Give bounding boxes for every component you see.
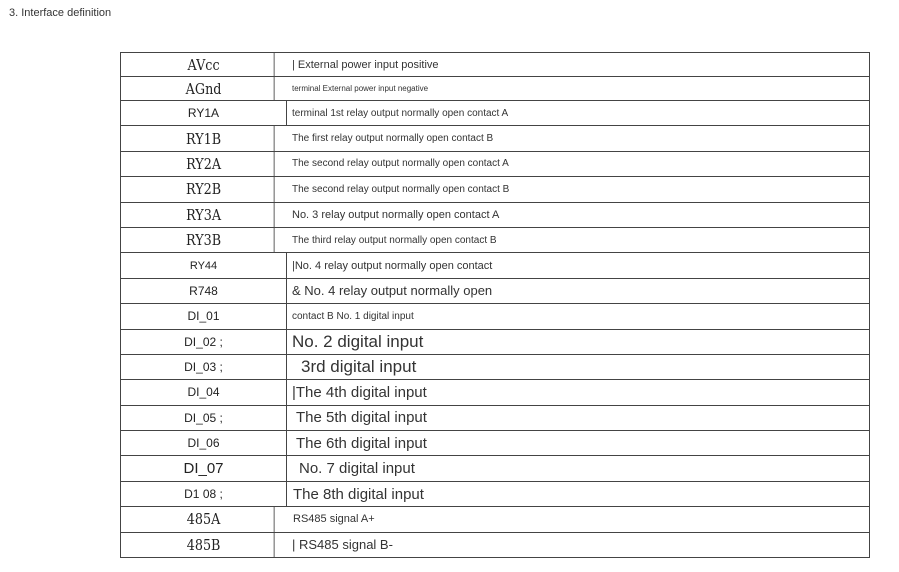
pin-name: DI_03 ;	[121, 355, 287, 379]
pin-description: | RS485 signal B-	[287, 533, 870, 557]
table-row	[121, 152, 870, 177]
pin-description: & No. 4 relay output normally open	[287, 279, 870, 303]
pin-name: R748	[121, 279, 287, 303]
pin-description: The second relay output normally open contact A	[287, 152, 870, 176]
pin-name: 485A	[133, 507, 274, 531]
pin-name: AGnd	[133, 77, 274, 100]
pin-name: DI_06	[121, 431, 287, 455]
table-row	[121, 456, 870, 481]
pin-description: terminal 1st relay output normally open contact A	[287, 101, 870, 125]
pin-description: The 6th digital input	[287, 431, 870, 455]
table-row	[121, 533, 870, 558]
pin-description: The 8th digital input	[287, 482, 870, 506]
pin-description: contact B No. 1 digital input	[287, 304, 870, 328]
pin-name: DI_07	[121, 456, 287, 480]
table-row	[121, 482, 870, 507]
pin-description: | External power input positive	[287, 53, 870, 76]
pin-name: RY2A	[133, 152, 274, 176]
table-row	[121, 355, 870, 380]
table-row	[121, 203, 870, 228]
pin-description: No. 2 digital input	[287, 330, 870, 354]
pin-name: 485B	[133, 533, 274, 557]
table-row	[121, 177, 870, 202]
pin-description: No. 7 digital input	[287, 456, 870, 480]
pin-name: RY3A	[133, 203, 274, 227]
pin-name: RY1A	[121, 101, 287, 125]
pin-name: RY3B	[133, 228, 274, 252]
table-row	[121, 126, 870, 151]
table-row	[121, 507, 870, 532]
table-row	[121, 77, 870, 101]
table-row	[121, 304, 870, 329]
pin-description: The second relay output normally open contact B	[287, 177, 870, 201]
pin-name: AVcc	[133, 53, 274, 76]
pin-description: |The 4th digital input	[287, 380, 870, 404]
table-row	[121, 279, 870, 304]
pin-description: |No. 4 relay output normally open contact	[287, 253, 870, 277]
pin-name: RY1B	[133, 126, 274, 150]
section-heading: 3. Interface definition	[9, 7, 112, 19]
pin-name: RY2B	[133, 177, 274, 201]
pin-description: 3rd digital input	[287, 355, 870, 379]
table-row	[121, 53, 870, 77]
table-row	[121, 431, 870, 456]
table-row	[121, 330, 870, 355]
pin-name: DI_02 ;	[121, 330, 287, 354]
table-row	[121, 406, 870, 431]
pin-name: DI_04	[121, 380, 287, 404]
pin-name: DI_05 ;	[121, 406, 287, 430]
pin-name: DI_01	[121, 304, 287, 328]
pin-description: The first relay output normally open contact B	[287, 126, 870, 150]
pin-description: The 5th digital input	[287, 406, 870, 430]
pin-description: terminal External power input negative	[287, 77, 870, 100]
pin-name: D1 08 ;	[121, 482, 287, 506]
table-row	[121, 101, 870, 126]
table-row	[121, 380, 870, 405]
pin-description: No. 3 relay output normally open contact A	[287, 203, 870, 227]
pin-name: RY44	[121, 253, 287, 277]
table-row	[121, 228, 870, 253]
interface-definition-table	[120, 52, 870, 558]
table-row	[121, 253, 870, 278]
pin-description: RS485 signal A+	[287, 507, 870, 531]
pin-description: The third relay output normally open contact B	[287, 228, 870, 252]
